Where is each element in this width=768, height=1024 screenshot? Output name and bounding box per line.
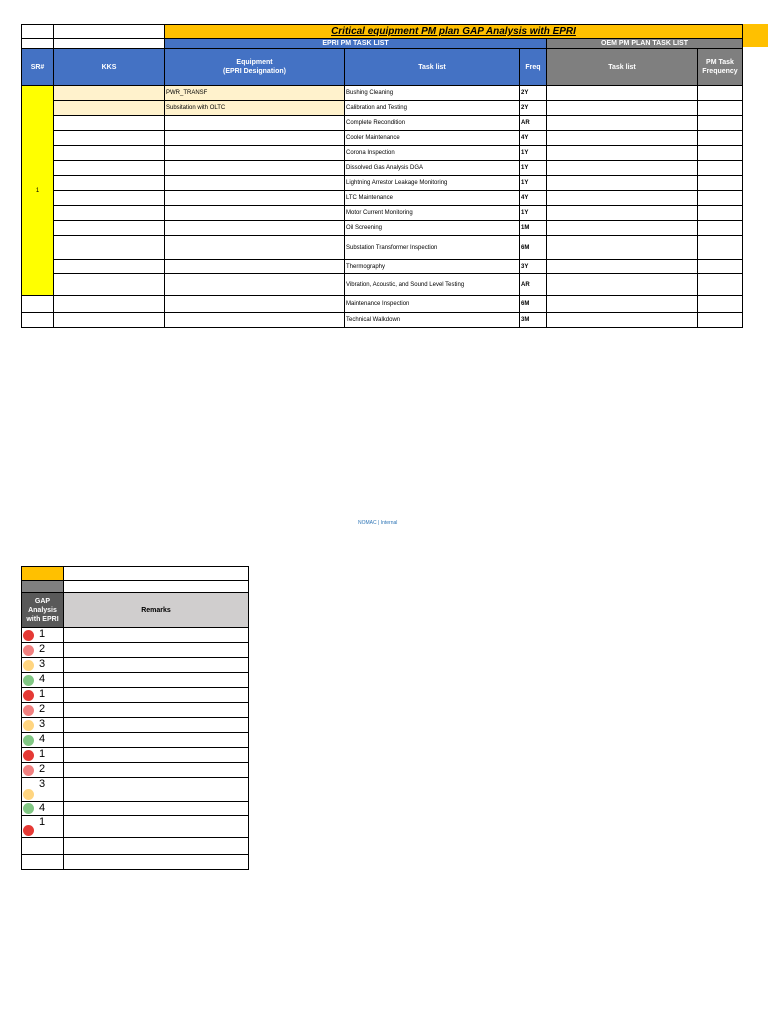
remarks-cell bbox=[64, 748, 249, 763]
table-row bbox=[22, 236, 743, 260]
gap-score: 2 bbox=[39, 763, 46, 775]
freq-cell: AR bbox=[520, 274, 547, 296]
oem-freq-cell bbox=[698, 221, 743, 236]
status-dot-icon bbox=[23, 825, 34, 836]
orange-tab bbox=[743, 24, 768, 47]
equipment-cell bbox=[165, 274, 345, 296]
table-row bbox=[22, 221, 743, 236]
oem-task-cell bbox=[547, 146, 698, 161]
oem-task-cell bbox=[547, 274, 698, 296]
sr-header: SR# bbox=[22, 49, 54, 86]
remarks-cell bbox=[64, 733, 249, 748]
task-cell: Vibration, Acoustic, and Sound Level Testing bbox=[345, 274, 520, 296]
gap-score-cell bbox=[22, 816, 64, 838]
gap-score: 2 bbox=[39, 703, 46, 715]
kks-cell bbox=[54, 116, 165, 131]
oem-task-cell bbox=[547, 191, 698, 206]
oem-task-cell bbox=[547, 176, 698, 191]
gap-score: 1 bbox=[39, 748, 46, 760]
remarks-cell bbox=[64, 816, 249, 838]
task-cell: Motor Current Monitoring bbox=[345, 206, 520, 221]
gap-row bbox=[22, 658, 249, 673]
task-cell: Substation Transformer Inspection bbox=[345, 236, 520, 260]
gap-score-cell bbox=[22, 658, 64, 673]
gap-row bbox=[22, 673, 249, 688]
gray-cell bbox=[22, 581, 64, 593]
remarks-cell bbox=[64, 673, 249, 688]
gap-row bbox=[22, 628, 249, 643]
equipment-cell bbox=[165, 161, 345, 176]
freq-cell: 1Y bbox=[520, 161, 547, 176]
oem-task-cell bbox=[547, 116, 698, 131]
task-cell: Thermography bbox=[345, 260, 520, 274]
gap-score-cell bbox=[22, 703, 64, 718]
remarks-cell bbox=[64, 763, 249, 778]
gap-analysis-table bbox=[21, 566, 249, 870]
status-dot-icon bbox=[23, 630, 34, 641]
oem-task-cell bbox=[547, 260, 698, 274]
gap-row bbox=[22, 688, 249, 703]
freq-cell: 4Y bbox=[520, 131, 547, 146]
gap-score-cell bbox=[22, 778, 64, 802]
oem-task-cell bbox=[547, 101, 698, 116]
equipment-cell bbox=[165, 206, 345, 221]
table-row bbox=[22, 101, 743, 116]
freq-cell: 6M bbox=[520, 296, 547, 313]
blank-cell bbox=[64, 567, 249, 581]
kks-cell bbox=[54, 274, 165, 296]
kks-cell bbox=[54, 191, 165, 206]
oem-freq-cell bbox=[698, 101, 743, 116]
gap-score: 3 bbox=[39, 778, 46, 790]
equipment-cell bbox=[165, 313, 345, 328]
freq-cell: 1Y bbox=[520, 206, 547, 221]
gap-row bbox=[22, 643, 249, 658]
oem-freq-cell bbox=[698, 206, 743, 221]
equipment-cell bbox=[165, 176, 345, 191]
gap-row bbox=[22, 802, 249, 816]
kks-cell bbox=[54, 206, 165, 221]
kks-cell bbox=[54, 260, 165, 274]
oem-freq-cell bbox=[698, 146, 743, 161]
gap-score-cell bbox=[22, 643, 64, 658]
oem-task-cell bbox=[547, 313, 698, 328]
table-row bbox=[22, 206, 743, 221]
status-dot-icon bbox=[23, 645, 34, 656]
gap-analysis-header: GAP Analysis with EPRI bbox=[22, 593, 64, 628]
status-dot-icon bbox=[23, 735, 34, 746]
gap-row bbox=[22, 778, 249, 802]
task-cell: LTC Maintenance bbox=[345, 191, 520, 206]
gap-score: 4 bbox=[39, 733, 46, 745]
status-dot-icon bbox=[23, 803, 34, 814]
freq-header: Freq bbox=[520, 49, 547, 86]
kks-cell bbox=[54, 131, 165, 146]
remarks-cell bbox=[64, 658, 249, 673]
gap-score: 1 bbox=[39, 688, 46, 700]
gap-row bbox=[22, 733, 249, 748]
kks-cell bbox=[54, 146, 165, 161]
remarks-cell bbox=[64, 688, 249, 703]
oem-freq-cell bbox=[698, 191, 743, 206]
equipment-cell bbox=[165, 236, 345, 260]
oem-freq-cell bbox=[698, 86, 743, 101]
blank-cell bbox=[22, 39, 54, 49]
gap-row bbox=[22, 816, 249, 838]
equipment-header: Equipment (EPRI Designation) bbox=[165, 49, 345, 86]
gap-row bbox=[22, 718, 249, 733]
freq-cell: 1Y bbox=[520, 146, 547, 161]
oem-freq-cell bbox=[698, 161, 743, 176]
equipment-cell bbox=[165, 296, 345, 313]
task-cell: Technical Walkdown bbox=[345, 313, 520, 328]
remarks-cell bbox=[64, 628, 249, 643]
oem-task-cell bbox=[547, 296, 698, 313]
table-row bbox=[22, 313, 743, 328]
task-cell: Corona Inspection bbox=[345, 146, 520, 161]
epri-section-header: EPRI PM TASK LIST bbox=[165, 39, 547, 49]
task-cell: Maintenance Inspection bbox=[345, 296, 520, 313]
sr-number-cell: 1 bbox=[22, 86, 54, 296]
status-dot-icon bbox=[23, 660, 34, 671]
remarks-cell bbox=[64, 802, 249, 816]
table-row bbox=[22, 274, 743, 296]
table-row bbox=[22, 161, 743, 176]
oem-section-header: OEM PM PLAN TASK LIST bbox=[547, 39, 743, 49]
task-cell: Dissolved Gas Analysis DGA bbox=[345, 161, 520, 176]
oem-task-cell bbox=[547, 206, 698, 221]
freq-cell: 2Y bbox=[520, 86, 547, 101]
freq-cell: 6M bbox=[520, 236, 547, 260]
equipment-cell: PWR_TRANSF bbox=[165, 86, 345, 101]
kks-cell bbox=[54, 236, 165, 260]
oem-freq-cell bbox=[698, 176, 743, 191]
gap-score-cell bbox=[22, 688, 64, 703]
remarks-cell bbox=[64, 838, 249, 855]
equipment-cell bbox=[165, 260, 345, 274]
equipment-cell: Subsitation with OLTC bbox=[165, 101, 345, 116]
gap-score: 1 bbox=[39, 628, 46, 640]
orange-cell bbox=[22, 567, 64, 581]
table-row bbox=[22, 131, 743, 146]
gap-row bbox=[22, 838, 249, 855]
task-cell: Lightning Arrestor Leakage Monitoring bbox=[345, 176, 520, 191]
gap-score-cell bbox=[22, 733, 64, 748]
page-title: Critical equipment PM plan GAP Analysis with EPRI bbox=[165, 25, 743, 39]
kks-cell bbox=[54, 176, 165, 191]
gap-score: 3 bbox=[39, 658, 46, 670]
status-dot-icon bbox=[23, 765, 34, 776]
equipment-cell bbox=[165, 191, 345, 206]
blank-cell bbox=[54, 39, 165, 49]
gap-score: 1 bbox=[39, 816, 46, 828]
gap-score-cell bbox=[22, 628, 64, 643]
table-row bbox=[22, 86, 743, 101]
gap-row bbox=[22, 748, 249, 763]
task-list-header: Task list bbox=[345, 49, 520, 86]
freq-cell: 3Y bbox=[520, 260, 547, 274]
gap-score: 2 bbox=[39, 643, 46, 655]
oem-freq-cell bbox=[698, 274, 743, 296]
freq-cell: 4Y bbox=[520, 191, 547, 206]
gap-row bbox=[22, 703, 249, 718]
oem-freq-cell bbox=[698, 131, 743, 146]
remarks-cell bbox=[64, 718, 249, 733]
oem-freq-cell bbox=[698, 296, 743, 313]
kks-cell bbox=[54, 161, 165, 176]
oem-freq-header: PM Task Frequency bbox=[698, 49, 743, 86]
gap-score: 4 bbox=[39, 802, 46, 814]
freq-cell: 3M bbox=[520, 313, 547, 328]
gap-score: 3 bbox=[39, 718, 46, 730]
kks-cell bbox=[54, 86, 165, 101]
table-row bbox=[22, 191, 743, 206]
gap-score-cell bbox=[22, 855, 64, 870]
task-cell: Cooler Maintenance bbox=[345, 131, 520, 146]
remarks-cell bbox=[64, 703, 249, 718]
gap-score-cell bbox=[22, 718, 64, 733]
task-cell: Bushing Cleaning bbox=[345, 86, 520, 101]
freq-cell: 2Y bbox=[520, 101, 547, 116]
equipment-cell bbox=[165, 146, 345, 161]
status-dot-icon bbox=[23, 750, 34, 761]
status-dot-icon bbox=[23, 720, 34, 731]
sr-cell bbox=[22, 313, 54, 328]
equipment-cell bbox=[165, 116, 345, 131]
sr-cell bbox=[22, 296, 54, 313]
oem-task-cell bbox=[547, 131, 698, 146]
oem-task-cell bbox=[547, 86, 698, 101]
oem-task-cell bbox=[547, 236, 698, 260]
oem-task-cell bbox=[547, 161, 698, 176]
gap-row bbox=[22, 855, 249, 870]
oem-freq-cell bbox=[698, 116, 743, 131]
table-row bbox=[22, 146, 743, 161]
corner-cell bbox=[22, 25, 54, 39]
oem-freq-cell bbox=[698, 313, 743, 328]
task-cell: Calibration and Testing bbox=[345, 101, 520, 116]
gap-score-cell bbox=[22, 763, 64, 778]
remarks-header: Remarks bbox=[64, 593, 249, 628]
oem-freq-cell bbox=[698, 260, 743, 274]
remarks-cell bbox=[64, 778, 249, 802]
status-dot-icon bbox=[23, 690, 34, 701]
freq-cell: 1Y bbox=[520, 176, 547, 191]
equipment-cell bbox=[165, 221, 345, 236]
equipment-cell bbox=[165, 131, 345, 146]
status-dot-icon bbox=[23, 789, 34, 800]
oem-task-cell bbox=[547, 221, 698, 236]
task-cell: Complete Recondition bbox=[345, 116, 520, 131]
footer-label: NOMAC | Internal bbox=[358, 520, 398, 526]
gap-score-cell bbox=[22, 673, 64, 688]
kks-cell bbox=[54, 101, 165, 116]
table-row bbox=[22, 176, 743, 191]
gap-row bbox=[22, 763, 249, 778]
kks-header: KKS bbox=[54, 49, 165, 86]
oem-task-list-header: Task list bbox=[547, 49, 698, 86]
status-dot-icon bbox=[23, 675, 34, 686]
oem-freq-cell bbox=[698, 236, 743, 260]
table-row bbox=[22, 260, 743, 274]
kks-cell bbox=[54, 221, 165, 236]
pm-gap-table bbox=[21, 24, 743, 328]
freq-cell: 1M bbox=[520, 221, 547, 236]
kks-cell bbox=[54, 296, 165, 313]
kks-cell bbox=[54, 313, 165, 328]
table-row bbox=[22, 296, 743, 313]
status-dot-icon bbox=[23, 705, 34, 716]
gap-score-cell bbox=[22, 802, 64, 816]
remarks-cell bbox=[64, 643, 249, 658]
blank-cell bbox=[64, 581, 249, 593]
gap-score-cell bbox=[22, 748, 64, 763]
freq-cell: AR bbox=[520, 116, 547, 131]
table-row bbox=[22, 116, 743, 131]
remarks-cell bbox=[64, 855, 249, 870]
corner-cell bbox=[54, 25, 165, 39]
task-cell: Oil Screening bbox=[345, 221, 520, 236]
gap-score-cell bbox=[22, 838, 64, 855]
gap-score: 4 bbox=[39, 673, 46, 685]
